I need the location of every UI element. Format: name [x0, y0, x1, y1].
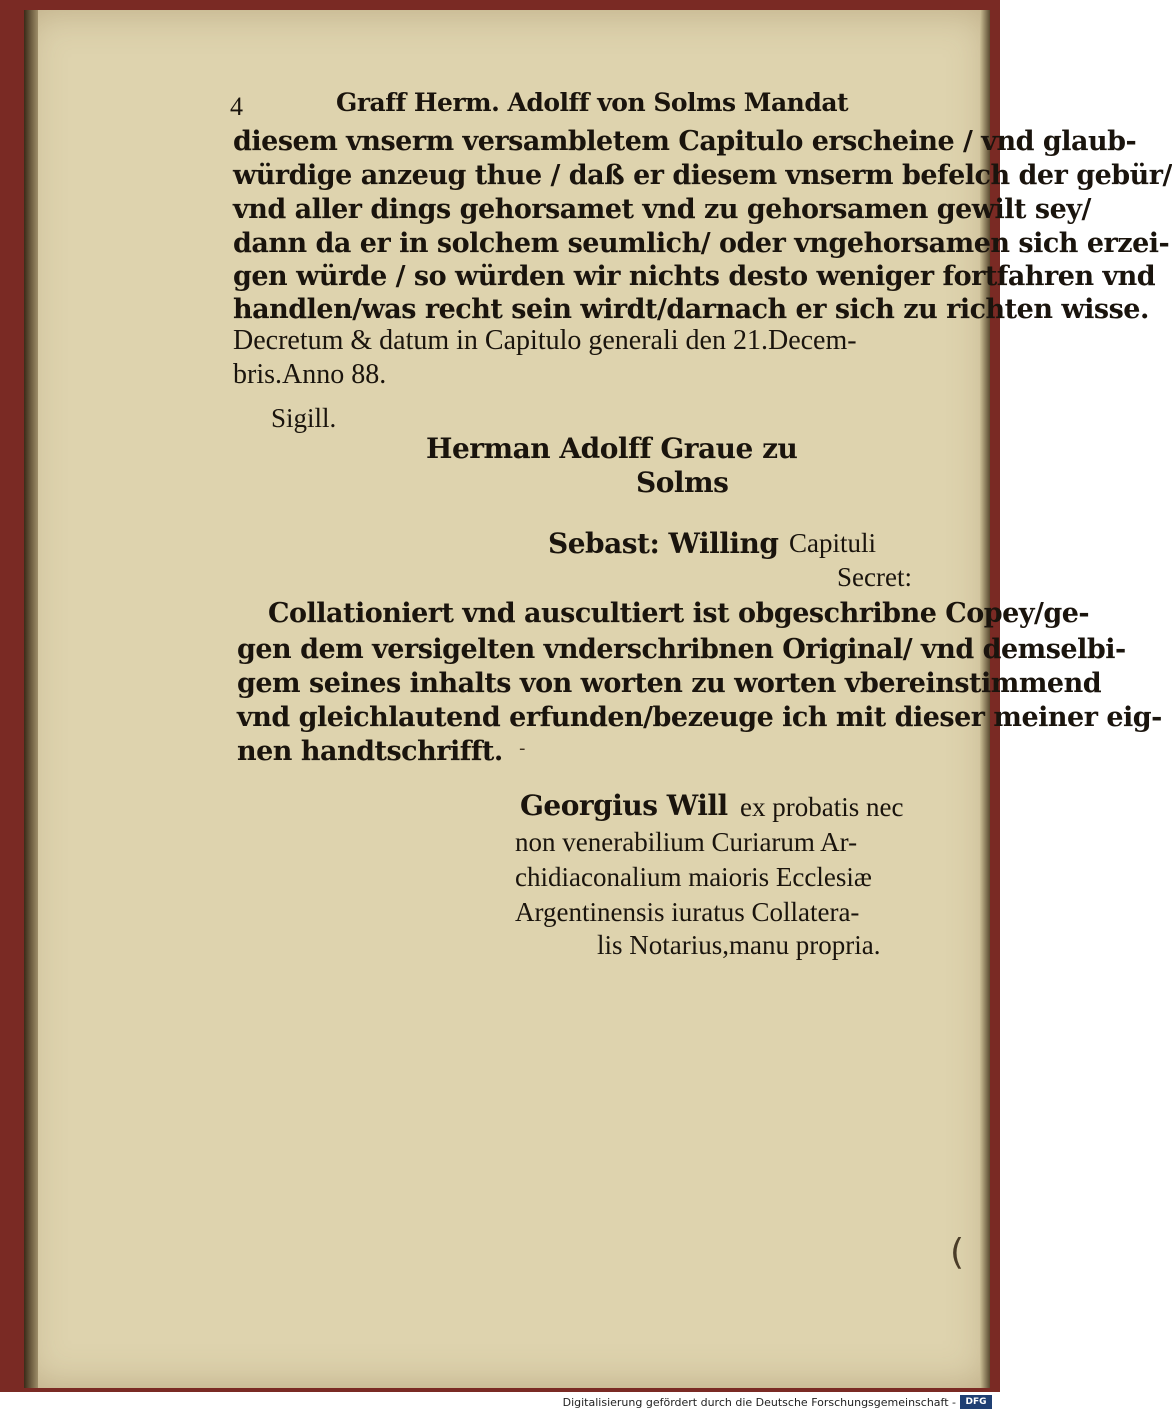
notary-name: Georgius Will [520, 789, 728, 822]
notary-line: non venerabilium Curiarum Ar- [515, 827, 858, 857]
seal-label: Sigill. [271, 403, 337, 433]
dfg-logo: DFG [960, 1395, 992, 1409]
body-line: handlen/was recht sein wirdt/darnach er sich zu richten wisse. [233, 294, 1149, 325]
secretary-title: Secret: [837, 562, 912, 592]
running-head: Graff Herm. Adolff von Solms Mandat [336, 88, 849, 117]
secretary-name: Sebast: Willing [548, 527, 779, 560]
footer-credit: Digitalisierung gefördert durch die Deutsche Forschungsgemeinschaft - [562, 1396, 956, 1409]
body-line: würdige anzeug thue / daß er diesem vnserm befelch der gebür/ [233, 160, 1172, 191]
notary-line: Argentinensis iuratus Collatera- [515, 897, 860, 927]
collation-line: nen handtschrifft. [237, 736, 503, 767]
body-line: gen würde / so würden wir nichts desto weniger fortfahren vnd [233, 261, 1156, 292]
page-number: 4 [230, 92, 243, 121]
body-line: bris.Anno 88. [233, 359, 387, 390]
notary-line: chidiaconalium maioris Ecclesiæ [515, 862, 872, 892]
signatory-name: Herman Adolff Graue zu [426, 432, 798, 465]
body-line: diesem vnserm versambletem Capitulo erscheine / vnd glaub- [233, 126, 1137, 157]
ink-mark: - [519, 738, 526, 759]
page-edge-left [24, 10, 38, 1388]
collation-line: vnd gleichlautend erfunden/bezeuge ich mit dieser meiner eig- [237, 702, 1162, 733]
collation-line: gem seines inhalts von worten zu worten vbereinstimmend [237, 668, 1102, 699]
notary-line: ex probatis nec [740, 792, 904, 822]
signatory-name: Solms [636, 466, 729, 499]
secretary-title: Capituli [789, 528, 876, 558]
notary-line: lis Notarius,manu propria. [597, 930, 881, 960]
collation-line: Collationiert vnd auscultiert ist obgeschribne Copey/ge- [268, 598, 1090, 629]
footer-bar [0, 1392, 1000, 1412]
margin-mark: ( [950, 1232, 965, 1273]
body-line: dann da er in solchem seumlich/ oder vngehorsamen sich erzei- [233, 228, 1170, 259]
body-line: Decretum & datum in Capitulo generali den 21.Decem- [233, 325, 857, 356]
body-line: vnd aller dings gehorsamet vnd zu gehorsamen gewilt sey/ [233, 194, 1091, 225]
collation-line: gen dem versigelten vnderschribnen Original/ vnd demselbi- [237, 634, 1126, 665]
